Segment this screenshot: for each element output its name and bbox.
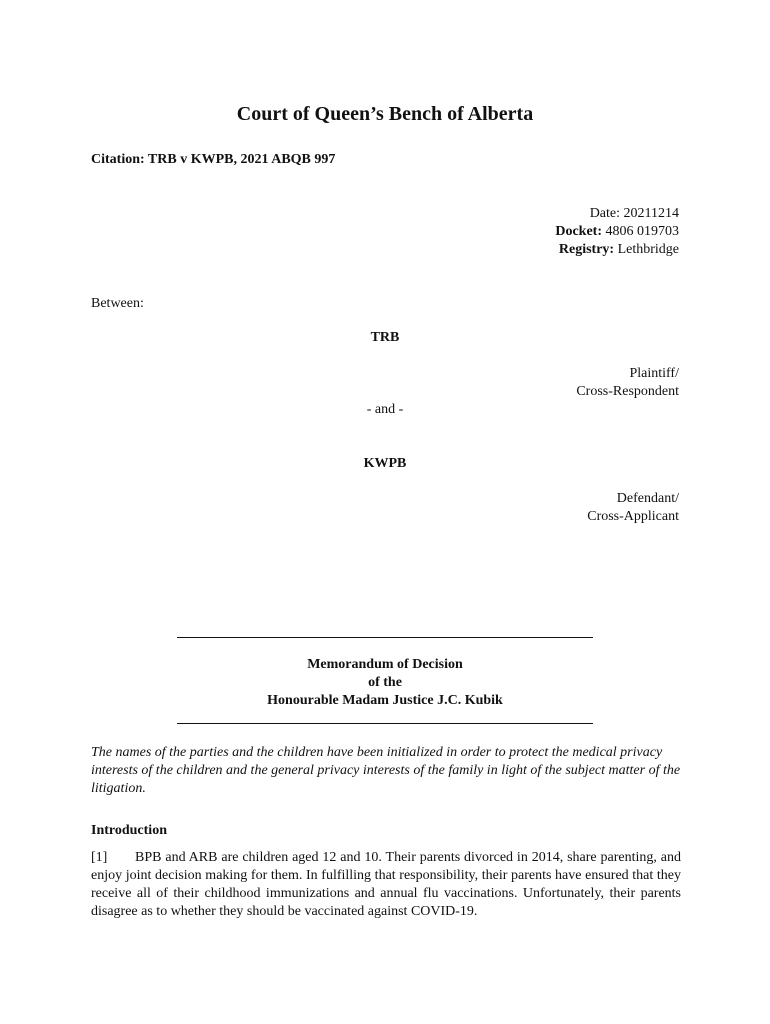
defendant-role-line1: Defendant/ — [616, 491, 679, 506]
between-label: Between: — [91, 296, 144, 311]
paragraph-text: BPB and ARB are children aged 12 and 10. Their parents divorced in 2014, share parenting, and enjoy joint decision making for them. In fulfilling that responsibility, their parents have ensured that they receive all of their childhood immunizations and annual flu vaccinations. Unfortunately, their parents disagree as to whether they should be vaccinated against COVID-19. — [91, 850, 681, 919]
plaintiff-role-line2: Cross-Respondent — [576, 384, 679, 399]
memorandum-title — [0, 656, 770, 710]
defendant-name: KWPB — [363, 456, 407, 471]
plaintiff-role-line1: Plaintiff/ — [629, 366, 679, 381]
plaintiff-name: TRB — [370, 330, 400, 345]
defendant-role — [587, 490, 679, 526]
case-metadata — [555, 205, 679, 259]
paragraph-number: [1] — [91, 850, 108, 865]
citation: Citation: TRB v KWPB, 2021 ABQB 997 — [91, 152, 336, 167]
memorandum-line3: Honourable Madam Justice J.C. Kubik — [267, 693, 503, 708]
registry-label: Registry: — [558, 242, 615, 257]
memorandum-line1: Memorandum of Decision — [307, 657, 463, 672]
date-value: 20211214 — [623, 206, 679, 221]
date-label: Date: — [589, 206, 621, 221]
privacy-note: The names of the parties and the children have been initialized in order to protect the medical privacy interests of the children and the general privacy interests of the family in light of the subject matter of the litigation. — [91, 745, 681, 796]
docket-value: 4806 019703 — [605, 224, 679, 239]
top-divider — [177, 637, 593, 638]
registry-value: Lethbridge — [617, 242, 679, 257]
docket-label: Docket: — [555, 224, 602, 239]
bottom-divider — [177, 723, 593, 724]
paragraph-1 — [91, 849, 681, 921]
defendant-role-line2: Cross-Applicant — [587, 509, 679, 524]
docket-line — [555, 223, 679, 241]
plaintiff-role — [576, 365, 679, 401]
registry-line — [555, 241, 679, 259]
date-line — [555, 205, 679, 223]
court-title: Court of Queen’s Bench of Alberta — [236, 103, 534, 125]
and-separator: - and - — [366, 402, 404, 417]
memorandum-line2: of the — [368, 675, 402, 690]
introduction-heading: Introduction — [91, 823, 167, 838]
